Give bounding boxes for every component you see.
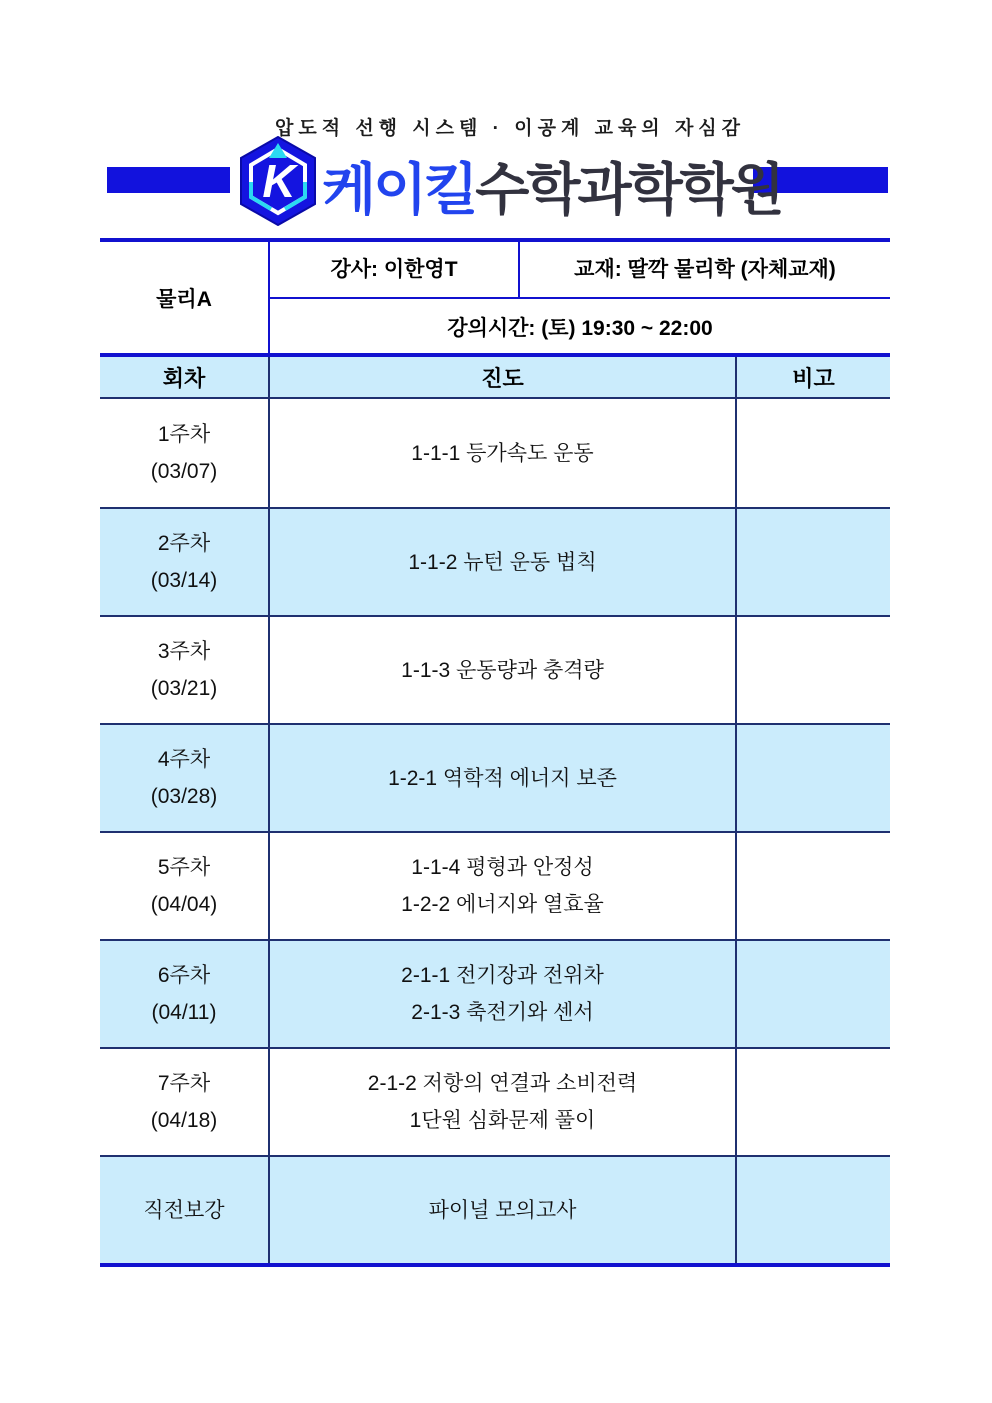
session-cell (100, 833, 270, 939)
progress-line: 1-1-3 운동량과 충격량 (401, 658, 604, 682)
note-cell (737, 509, 890, 615)
course-name: 물리A (100, 242, 270, 357)
progress-cell (270, 509, 737, 615)
progress-cell (270, 1157, 737, 1263)
session-date: (04/11) (151, 1001, 217, 1024)
note-cell (737, 725, 890, 831)
session-cell (100, 509, 270, 615)
session-cell (100, 1157, 270, 1263)
progress-line: 1-2-2 에너지와 열효율 (401, 893, 604, 916)
progress-line: 2-1-1 전기장과 전위차 (401, 964, 604, 987)
logo-letter: K (262, 155, 296, 207)
progress-line: 1-1-2 뉴턴 운동 법칙 (408, 550, 597, 574)
session-date: (03/28) (150, 785, 218, 808)
table-row (100, 615, 890, 723)
progress-line: 1단원 심화문제 풀이 (409, 1109, 596, 1132)
session-cell (100, 941, 270, 1047)
decorative-bar-left (107, 167, 230, 193)
progress-cell (270, 399, 737, 507)
progress-line: 2-1-2 저항의 연결과 소비전력 (367, 1072, 638, 1095)
schedule-label: 강의시간: (토) 19:30 ~ 22:00 (447, 316, 713, 340)
column-header-session: 회차 (100, 357, 270, 397)
table-row (100, 831, 890, 939)
progress-cell (270, 833, 737, 939)
table-row (100, 939, 890, 1047)
instructor-label: 강사: 이한영T (270, 242, 520, 299)
academy-logo-icon (238, 136, 318, 226)
progress-cell (270, 1049, 737, 1155)
note-cell (737, 617, 890, 723)
academy-title-primary: 케이킬 (322, 158, 476, 221)
academy-title (322, 150, 782, 230)
session-label: 6주차 (157, 964, 211, 987)
table-row (100, 1155, 890, 1263)
session-cell (100, 1049, 270, 1155)
course-info-table (100, 238, 890, 357)
session-label: 7주차 (157, 1072, 211, 1095)
session-cell (100, 617, 270, 723)
session-date: (04/18) (150, 1109, 218, 1132)
table-row (100, 399, 890, 507)
progress-line: 1-2-1 역학적 에너지 보존 (388, 766, 617, 790)
session-date: (03/07) (150, 460, 218, 483)
progress-line: 1-1-4 평형과 안정성 (411, 856, 594, 879)
table-row (100, 507, 890, 615)
session-cell (100, 399, 270, 507)
table-body (100, 399, 890, 1263)
academy-title-secondary: 수학과학학원 (475, 158, 782, 221)
note-cell (737, 1157, 890, 1263)
progress-cell (270, 941, 737, 1047)
progress-cell (270, 617, 737, 723)
progress-line: 1-1-1 등가속도 운동 (411, 441, 594, 465)
note-cell (737, 1049, 890, 1155)
session-date: (03/14) (150, 569, 218, 592)
textbook-label: 교재: 딸깍 물리학 (자체교재) (520, 242, 890, 299)
session-cell (100, 725, 270, 831)
table-row (100, 1047, 890, 1155)
column-header-progress: 진도 (270, 357, 737, 397)
note-cell (737, 941, 890, 1047)
session-label: 5주차 (157, 856, 211, 879)
session-date: (03/21) (150, 677, 218, 700)
session-date: (04/04) (150, 893, 218, 916)
table-row (100, 723, 890, 831)
column-header-note: 비고 (792, 365, 835, 391)
session-label: 직전보강 (143, 1198, 225, 1222)
progress-cell (270, 725, 737, 831)
note-cell (737, 399, 890, 507)
progress-line: 2-1-3 축전기와 센서 (411, 1001, 594, 1024)
note-cell (737, 833, 890, 939)
progress-line: 파이널 모의고사 (428, 1198, 577, 1222)
academy-tagline: 압도적 선행 시스템 · 이공계 교육의 자심감 (274, 118, 746, 139)
schedule-table-header (100, 357, 890, 399)
session-label: 2주차 (157, 532, 211, 555)
session-label: 1주차 (157, 423, 211, 446)
schedule-table (100, 353, 890, 1267)
session-label: 3주차 (157, 640, 211, 663)
session-label: 4주차 (157, 748, 211, 771)
